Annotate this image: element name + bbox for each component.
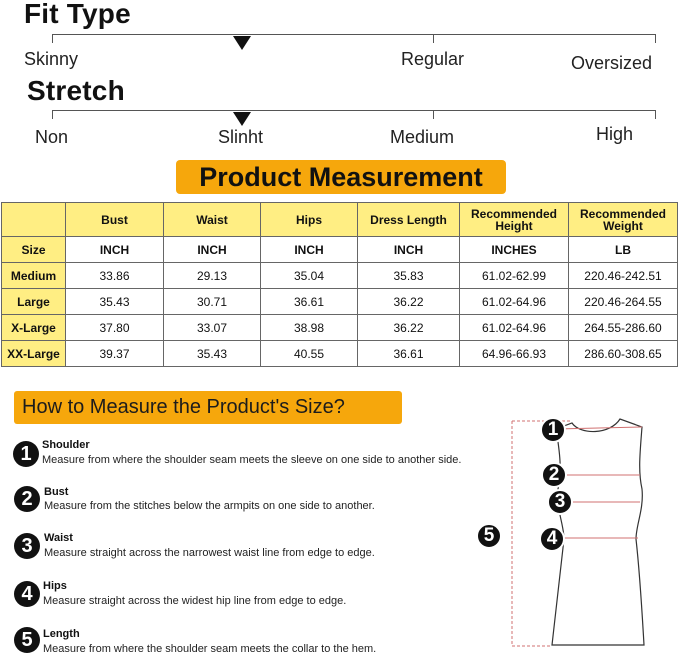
- stretch-title: Stretch: [27, 75, 125, 106]
- stretch-label-slight: Slinht: [218, 127, 264, 147]
- table-header-cell: Hips: [261, 203, 358, 237]
- how-to-measure-banner: [14, 391, 402, 424]
- stretch-tick: [52, 110, 53, 119]
- fit-type-pointer: [233, 36, 251, 50]
- table-cell: 286.60-308.65: [569, 341, 678, 367]
- fit-type-tick: [52, 34, 53, 43]
- step-4-number-icon: 4: [14, 581, 40, 607]
- how-to-measure-title: How to Measure the Product's Size?: [22, 396, 345, 418]
- table-cell: 35.04: [261, 263, 358, 289]
- table-row: [2, 315, 678, 341]
- fit-type-label-skinny: Skinny: [24, 49, 79, 69]
- table-row-label: Large: [2, 289, 66, 315]
- table-unit-cell: INCHES: [460, 237, 569, 263]
- table-cell: 37.80: [66, 315, 164, 341]
- measurement-table: [1, 202, 678, 367]
- stretch-pointer: [233, 112, 251, 126]
- table-row: [2, 341, 678, 367]
- table-row: [2, 263, 678, 289]
- table-units-row: [2, 237, 678, 263]
- dress-diagram: [480, 405, 670, 653]
- table-row-label: X-Large: [2, 315, 66, 341]
- step-2-title: Bust: [44, 486, 69, 498]
- step-5-desc: Measure from where the shoulder seam meets the collar to the hem.: [43, 643, 377, 655]
- stretch-tick: [655, 110, 656, 119]
- stretch-label-non: Non: [35, 127, 69, 147]
- table-header-row: [2, 203, 678, 237]
- fit-type-label-regular: Regular: [401, 49, 465, 69]
- diagram-marker-2-icon: 2: [541, 462, 567, 488]
- table-row: [2, 289, 678, 315]
- fit-type-label-oversized: Oversized: [571, 53, 653, 73]
- table-cell: 64.96-66.93: [460, 341, 569, 367]
- diagram-marker-3-icon: 3: [547, 489, 573, 515]
- table-cell: 36.61: [261, 289, 358, 315]
- step-3-desc: Measure straight across the narrowest waist line from edge to edge.: [44, 547, 375, 559]
- product-measurement-banner: [176, 160, 506, 194]
- step-3-title: Waist: [44, 532, 73, 544]
- table-unit-cell: INCH: [66, 237, 164, 263]
- table-cell: 33.86: [66, 263, 164, 289]
- dress-outline: [552, 419, 644, 645]
- table-unit-cell: LB: [569, 237, 678, 263]
- stretch-label-high: High: [596, 124, 634, 144]
- step-4-title: Hips: [43, 580, 67, 592]
- table-cell: 36.22: [358, 289, 460, 315]
- diagram-marker-5-icon: 5: [476, 523, 502, 549]
- step-5-title: Length: [43, 628, 80, 640]
- table-cell: 29.13: [164, 263, 261, 289]
- table-unit-cell: INCH: [164, 237, 261, 263]
- fit-type-scale-line: [52, 34, 656, 35]
- table-cell: 61.02-64.96: [460, 289, 569, 315]
- step-2-number-icon: 2: [14, 486, 40, 512]
- fit-type-tick: [433, 34, 434, 43]
- table-cell: 264.55-286.60: [569, 315, 678, 341]
- step-5-number-icon: 5: [14, 627, 40, 653]
- table-cell: 39.37: [66, 341, 164, 367]
- table-unit-cell: INCH: [261, 237, 358, 263]
- table-cell: 220.46-264.55: [569, 289, 678, 315]
- table-cell: 40.55: [261, 341, 358, 367]
- table-cell: 36.22: [358, 315, 460, 341]
- step-3-number-icon: 3: [14, 533, 40, 559]
- table-cell: 220.46-242.51: [569, 263, 678, 289]
- step-1-number-icon: 1: [13, 441, 39, 467]
- table-row-label: Size: [2, 237, 66, 263]
- stretch-scale-line: [52, 110, 656, 111]
- step-4-desc: Measure straight across the widest hip line from edge to edge.: [43, 595, 347, 607]
- table-cell: 35.43: [164, 341, 261, 367]
- diagram-marker-1-icon: 1: [540, 417, 566, 443]
- stretch-label-medium: Medium: [390, 127, 455, 147]
- table-header-cell: Recommended Weight: [569, 203, 678, 237]
- table-cell: 36.61: [358, 341, 460, 367]
- step-1-title: Shoulder: [42, 439, 90, 451]
- product-measurement-title: Product Measurement: [199, 161, 483, 192]
- table-header-cell: [2, 203, 66, 237]
- table-cell: 38.98: [261, 315, 358, 341]
- table-cell: 35.83: [358, 263, 460, 289]
- table-cell: 30.71: [164, 289, 261, 315]
- table-cell: 61.02-64.96: [460, 315, 569, 341]
- table-row-label: Medium: [2, 263, 66, 289]
- table-cell: 35.43: [66, 289, 164, 315]
- table-header-cell: Recommended Height: [460, 203, 569, 237]
- table-header-cell: Waist: [164, 203, 261, 237]
- table-row-label: XX-Large: [2, 341, 66, 367]
- fit-type-title: Fit Type: [24, 0, 131, 29]
- diagram-marker-4-icon: 4: [539, 526, 565, 552]
- step-2-desc: Measure from the stitches below the armpits on one side to another.: [44, 500, 375, 512]
- table-header-cell: Bust: [66, 203, 164, 237]
- table-cell: 61.02-62.99: [460, 263, 569, 289]
- table-unit-cell: INCH: [358, 237, 460, 263]
- table-header-cell: Dress Length: [358, 203, 460, 237]
- table-cell: 33.07: [164, 315, 261, 341]
- step-1-desc: Measure from where the shoulder seam meets the sleeve on one side to another side.: [42, 454, 462, 466]
- fit-type-tick: [655, 34, 656, 43]
- stretch-tick: [433, 110, 434, 119]
